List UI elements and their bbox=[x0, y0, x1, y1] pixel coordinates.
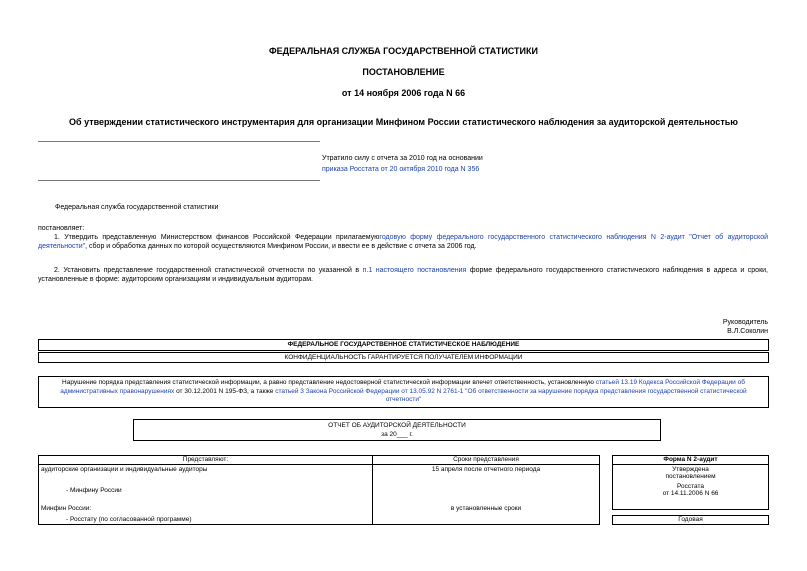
row1-who: аудиторские организации и индивидуальные аудиторы bbox=[41, 466, 208, 473]
row2-who: Минфин России: bbox=[41, 505, 92, 512]
approval-line-3: Росстата bbox=[676, 483, 705, 490]
col-header-form: Форма N 2-аудит bbox=[612, 455, 769, 465]
paragraph-2 bbox=[38, 266, 768, 284]
approval-line-1: Утверждена bbox=[672, 466, 709, 473]
row2-recipient: - Росстату (по согласованной программе) bbox=[66, 516, 192, 523]
col-header-deadline: Сроки представления bbox=[372, 455, 600, 465]
liability-warning bbox=[38, 376, 769, 408]
warning-text: Нарушение порядка представления статистической информации, а равно представление недостоверной статистической информации влечет ответственность, установленную bbox=[62, 379, 596, 386]
document-type: ПОСТАНОВЛЕНИЕ bbox=[362, 67, 445, 77]
warning-text-mid: от 30.12.2001 N 195-ФЗ, а также bbox=[174, 387, 276, 395]
paragraph-2-text-end: форме федерального государственного статистического наблюдения в адреса и сроки, установленные в форме: аудиторским организациям и индивидуальным аудиторам. bbox=[38, 267, 768, 283]
signature-role: Руководитель bbox=[722, 319, 768, 326]
document-title: Об утверждении статистического инструментария для организации Минфином России статистического наблюдения за аудиторской деятельностью bbox=[69, 117, 738, 127]
document-date: от 14 ноября 2006 года N 66 bbox=[341, 88, 466, 98]
paragraph-1-text-end: , сбор и обработка данных по которой осуществляются Минфином России, и ввести ее в действие с отчета за 2006 год. bbox=[85, 243, 477, 250]
agency-name: ФЕДЕРАЛЬНАЯ СЛУЖБА ГОСУДАРСТВЕННОЙ СТАТИСТИКИ bbox=[269, 46, 538, 56]
law-article-link[interactable]: статьей 3 Закона Российской Федерации от 13.05.92 N 2761-1 "Об ответственности за нарушение порядка представления государственной статистической отчетности" bbox=[275, 387, 747, 403]
periodicity-box: Годовая bbox=[612, 515, 769, 525]
report-title: ОТЧЕТ ОБ АУДИТОРСКОЙ ДЕЯТЕЛЬНОСТИ bbox=[328, 422, 466, 429]
paragraph-2-text: 2. Установить представление государственной статистической отчетности по указанной в bbox=[54, 267, 363, 274]
table-body-deadline bbox=[372, 464, 600, 525]
paragraph-1 bbox=[38, 233, 768, 251]
report-title-box bbox=[133, 419, 661, 441]
form-banner-federal: ФЕДЕРАЛЬНОЕ ГОСУДАРСТВЕННОЕ СТАТИСТИЧЕСКОЕ НАБЛЮДЕНИЕ bbox=[38, 339, 769, 351]
paragraph-1-text: 1. Утвердить представленную Министерством финансов Российской Федерации прилагаемую bbox=[54, 234, 380, 241]
signature-name: В.Л.Соколин bbox=[727, 328, 768, 335]
divider-bottom bbox=[38, 180, 320, 181]
status-note-text: Утратило силу с отчета за 2010 год на основании bbox=[322, 155, 483, 162]
row2-deadline: в установленные сроки bbox=[450, 505, 522, 512]
clause-link[interactable]: п.1 настоящего постановления bbox=[362, 267, 467, 274]
issuer-line: Федеральная служба государственной статистики bbox=[55, 204, 219, 211]
form-link[interactable]: годовую форму федерального государственного статистического наблюдения N 2-аудит "Отчет об аудиторской деятельности" bbox=[38, 234, 769, 250]
approval-line-4: от 14.11.2006 N 66 bbox=[662, 490, 719, 497]
col-header-submit: Представляют: bbox=[38, 455, 373, 465]
row1-deadline: 15 апреля после отчетного периода bbox=[431, 466, 541, 473]
approval-line-2: постановлением bbox=[665, 473, 716, 480]
divider-top bbox=[38, 141, 320, 142]
form-banner-confidential: КОНФИДЕНЦИАЛЬНОСТЬ ГАРАНТИРУЕТСЯ ПОЛУЧАТЕЛЕМ ИНФОРМАЦИИ bbox=[38, 352, 769, 363]
status-note-link[interactable]: приказа Росстата от 20 октября 2010 года N 356 bbox=[322, 166, 480, 173]
code-article-link[interactable]: статьей 13.19 Кодекса Российской Федерации об административных правонарушениях bbox=[60, 379, 745, 395]
report-year: за 20___ г. bbox=[381, 430, 413, 438]
row1-recipient: - Минфину России bbox=[66, 487, 122, 494]
table-body-submit bbox=[38, 464, 373, 525]
approval-box bbox=[612, 464, 769, 510]
resolves-line: постановляет: bbox=[38, 225, 85, 232]
